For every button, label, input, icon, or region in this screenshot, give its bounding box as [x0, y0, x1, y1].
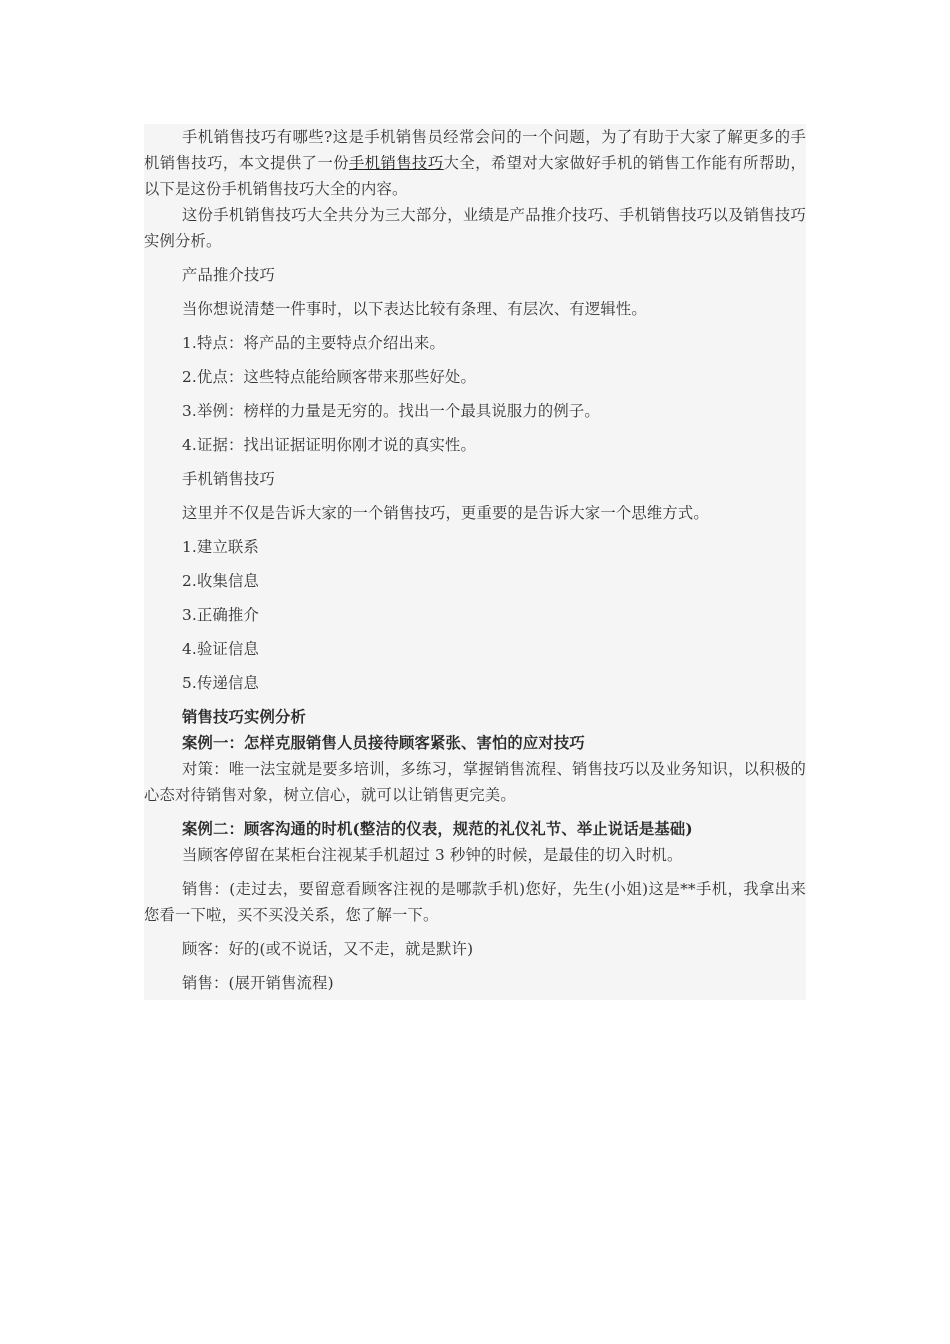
section-heading-phone-sales: 手机销售技巧 [182, 470, 275, 488]
article-body [144, 124, 806, 1000]
case1-title: 案例一：怎样克服销售人员接待顾客紧张、害怕的应对技巧 [182, 734, 585, 752]
intro-text-after-link: 大全，希望对大家做好手机的销售工作能有所帮助，以下是这份手机销售技巧大全的内容。 [144, 154, 806, 198]
list-item: 3.举例：榜样的力量是无穷的。找出一个最具说服力的例子。 [182, 402, 600, 420]
intro-paragraph-1 [144, 124, 806, 202]
dialog-line-customer: 顾客：好的(或不说话，又不走，就是默许) [182, 940, 474, 958]
dialog-line-sales-2: 销售：(展开销售流程) [182, 974, 334, 992]
case2-title: 案例二：顾客沟通的时机(整洁的仪表，规范的礼仪礼节、举止说话是基础) [182, 820, 693, 838]
list-item: 3.正确推介 [182, 606, 259, 624]
case2-text: 当顾客停留在某柜台注视某手机超过 3 秒钟的时候，是最佳的切入时机。 [182, 846, 683, 864]
section1-lead: 当你想说清楚一件事时，以下表达比较有条理、有层次、有逻辑性。 [182, 300, 647, 318]
sales-tips-link[interactable]: 手机销售技巧 [348, 154, 444, 172]
case1-text: 对策：唯一法宝就是要多培训，多练习，掌握销售流程、销售技巧以及业务知识，以积极的心态对待销售对象，树立信心，就可以让销售更完美。 [144, 760, 806, 804]
section-heading-product-intro: 产品推介技巧 [182, 266, 275, 284]
list-item: 2.收集信息 [182, 572, 259, 590]
section2-lead: 这里并不仅是告诉大家的一个销售技巧，更重要的是告诉大家一个思维方式。 [182, 504, 709, 522]
list-item: 4.证据：找出证据证明你刚才说的真实性。 [182, 436, 476, 454]
list-item: 4.验证信息 [182, 640, 259, 658]
list-item: 1.特点：将产品的主要特点介绍出来。 [182, 334, 445, 352]
list-item: 5.传递信息 [182, 674, 259, 692]
list-item: 1.建立联系 [182, 538, 259, 556]
intro-paragraph-2: 这份手机销售技巧大全共分为三大部分，业绩是产品推介技巧、手机销售技巧以及销售技巧实例分析。 [144, 206, 806, 250]
intro-text-before-link: 手机销售技巧有哪些?这是手机销售员经常会问的一个问题，为了有助于大家了解更多的手机销售技巧，本文提供了一份 [144, 128, 806, 172]
dialog-line-sales-1: 销售：(走过去，要留意看顾客注视的是哪款手机)您好，先生(小姐)这是**手机，我拿出来您看一下啦，买不买没关系，您了解一下。 [144, 880, 806, 924]
section-heading-case-analysis: 销售技巧实例分析 [182, 708, 306, 726]
list-item: 2.优点：这些特点能给顾客带来那些好处。 [182, 368, 476, 386]
